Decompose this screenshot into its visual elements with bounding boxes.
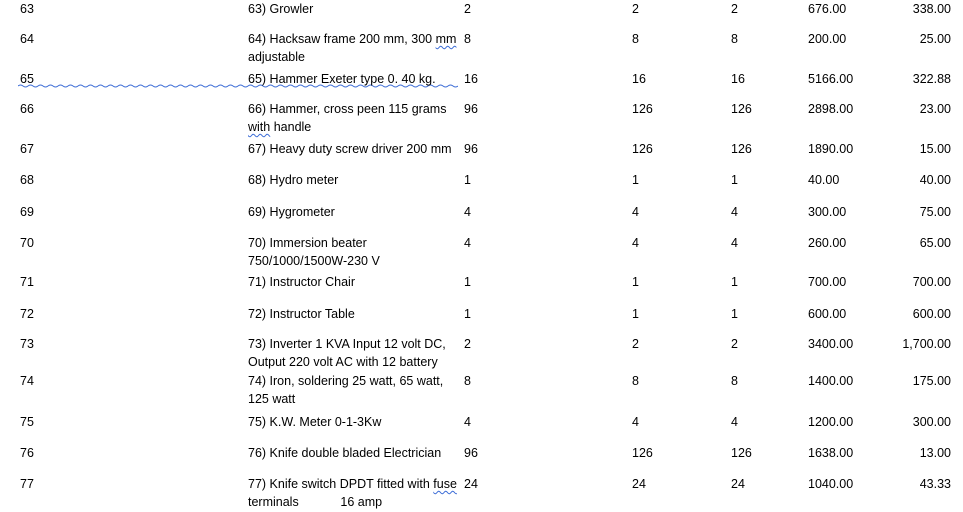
desc-text: 77) Knife switch DPDT fitted with [248,477,434,491]
qty-b: 1 [632,275,639,289]
item-number: 70 [20,236,34,250]
item-description [248,100,460,136]
qty-a: 96 [464,446,478,460]
qty-c: 4 [731,415,738,429]
qty-c: 24 [731,477,745,491]
item-number: 74 [20,374,34,388]
amount: 1040.00 [808,477,854,491]
qty-b: 4 [632,236,639,250]
qty-b: 1 [632,307,639,321]
amount: 40.00 [808,173,840,187]
item-number: 73 [20,337,34,351]
qty-c: 2 [731,2,738,16]
qty-c: 126 [731,142,752,156]
qty-c: 16 [731,72,745,86]
qty-a: 8 [464,32,471,46]
item-description: 65) Hammer Exeter type 0. 40 kg. [248,72,436,86]
amount: 200.00 [808,32,847,46]
qty-a: 16 [464,72,478,86]
unit-rate: 700.00 [912,275,951,289]
amount: 260.00 [808,236,847,250]
unit-rate: 65.00 [919,236,951,250]
amount: 1200.00 [808,415,854,429]
item-description: 70) Immersion beater 750/1000/1500W-230 V [248,236,380,268]
unit-rate: 25.00 [919,32,951,46]
desc-text: 64) Hacksaw frame 200 mm, 300 [248,32,436,46]
item-description [248,475,460,511]
amount: 600.00 [808,307,847,321]
item-description: 72) Instructor Table [248,307,355,321]
qty-b: 1 [632,173,639,187]
unit-rate: 338.00 [912,2,951,16]
unit-rate: 40.00 [919,173,951,187]
amount: 676.00 [808,2,847,16]
qty-a: 1 [464,173,471,187]
qty-a: 1 [464,275,471,289]
qty-a: 96 [464,142,478,156]
qty-a: 4 [464,415,471,429]
unit-rate: 75.00 [919,205,951,219]
qty-a: 1 [464,307,471,321]
amount: 1890.00 [808,142,854,156]
qty-b: 8 [632,32,639,46]
qty-a: 24 [464,477,478,491]
item-number: 76 [20,446,34,460]
qty-c: 2 [731,337,738,351]
qty-c: 4 [731,236,738,250]
qty-b: 24 [632,477,646,491]
amount: 700.00 [808,275,847,289]
qty-c: 126 [731,102,752,116]
qty-b: 8 [632,374,639,388]
qty-c: 126 [731,446,752,460]
unit-rate: 322.88 [912,72,951,86]
item-description: 63) Growler [248,2,314,16]
amount: 3400.00 [808,337,854,351]
qty-b: 126 [632,446,653,460]
item-number: 77 [20,477,34,491]
item-number: 63 [20,2,34,16]
item-number: 66 [20,102,34,116]
qty-a: 8 [464,374,471,388]
item-description: 73) Inverter 1 KVA Input 12 volt DC, Output 220 volt AC with 12 battery [248,337,446,369]
amount: 2898.00 [808,102,854,116]
item-number: 65 [20,72,34,86]
item-description: 75) K.W. Meter 0-1-3Kw [248,415,382,429]
qty-a: 4 [464,205,471,219]
item-number: 75 [20,415,34,429]
item-description: 69) Hygrometer [248,205,335,219]
desc-text-misspelled: with [248,120,271,134]
item-description: 67) Heavy duty screw driver 200 mm [248,142,452,156]
unit-rate: 43.33 [919,477,951,491]
qty-c: 4 [731,205,738,219]
qty-b: 2 [632,337,639,351]
qty-c: 8 [731,32,738,46]
amount: 5166.00 [808,72,854,86]
amount: 1638.00 [808,446,854,460]
qty-c: 1 [731,173,738,187]
qty-b: 4 [632,205,639,219]
desc-text: 66) Hammer, cross peen 115 grams [248,102,447,116]
unit-rate: 1,700.00 [902,337,951,351]
item-number: 72 [20,307,34,321]
qty-a: 96 [464,102,478,116]
desc-text: terminals 16 amp [248,477,461,509]
qty-a: 2 [464,2,471,16]
qty-a: 4 [464,236,471,250]
qty-c: 1 [731,275,738,289]
amount: 300.00 [808,205,847,219]
item-description: 76) Knife double bladed Electrician [248,446,442,460]
item-description: 68) Hydro meter [248,173,339,187]
item-number: 64 [20,32,34,46]
unit-rate: 23.00 [919,102,951,116]
item-description: 71) Instructor Chair [248,275,355,289]
qty-c: 8 [731,374,738,388]
item-number: 68 [20,173,34,187]
amount: 1400.00 [808,374,854,388]
item-number: 71 [20,275,34,289]
qty-a: 2 [464,337,471,351]
item-description [248,30,460,66]
qty-b: 2 [632,2,639,16]
qty-b: 16 [632,72,646,86]
item-number: 67 [20,142,34,156]
unit-rate: 175.00 [912,374,951,388]
desc-text-misspelled: mm [435,32,457,46]
item-number: 69 [20,205,34,219]
qty-b: 126 [632,102,653,116]
qty-c: 1 [731,307,738,321]
unit-rate: 15.00 [919,142,951,156]
desc-text: handle [270,120,312,134]
desc-text-misspelled: fuse [433,477,457,491]
unit-rate: 300.00 [912,415,951,429]
desc-text: adjustable [248,50,305,64]
qty-b: 126 [632,142,653,156]
unit-rate: 13.00 [919,446,951,460]
item-description: 74) Iron, soldering 25 watt, 65 watt, 125 watt [248,374,444,406]
qty-b: 4 [632,415,639,429]
unit-rate: 600.00 [912,307,951,321]
